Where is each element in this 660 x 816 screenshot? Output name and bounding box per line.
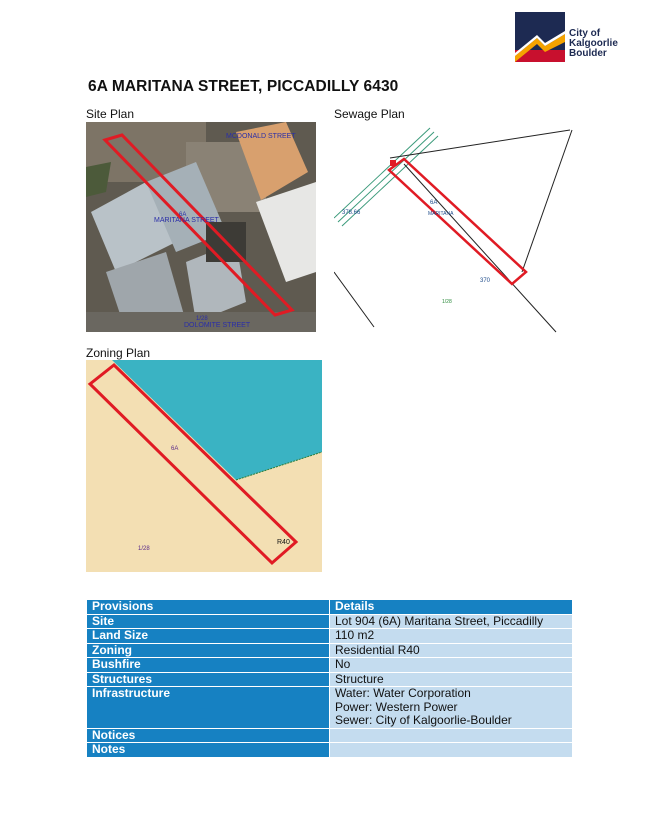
row-value: 110 m2 (330, 629, 573, 644)
zoning-lot-ref-label: 1/28 (138, 546, 150, 552)
zoning-lot-label: 6A (171, 446, 179, 452)
table-row (87, 643, 573, 658)
logo-text (569, 29, 618, 59)
table-row (87, 672, 573, 687)
logo-line-1: City of (569, 28, 601, 39)
row-value (330, 728, 573, 743)
table-row (87, 614, 573, 629)
zoning-code-label: R40 (277, 539, 290, 546)
row-key: Zoning (87, 643, 330, 658)
row-value: No (330, 658, 573, 673)
city-logo (515, 12, 625, 64)
infra-water: Water: Water Corporation (335, 686, 471, 700)
table-row (87, 629, 573, 644)
zoning-plan-image (86, 360, 322, 572)
row-key: Infrastructure (87, 687, 330, 729)
site-plan-caption: Site Plan (86, 107, 135, 121)
sewage-lot-ref-label: 1/28 (442, 299, 452, 305)
table-row (87, 728, 573, 743)
header-provisions: Provisions (87, 600, 330, 615)
row-value: Lot 904 (6A) Maritana Street, Piccadilly (330, 614, 573, 629)
table-header-row (87, 600, 573, 615)
infra-sewer: Sewer: City of Kalgoorlie-Boulder (335, 713, 512, 727)
site-lot-label: 6A (179, 212, 187, 218)
site-lot-bottom-label: 1/28 (196, 316, 208, 322)
row-value: Residential R40 (330, 643, 573, 658)
site-plan-image (86, 122, 316, 332)
row-key: Notes (87, 743, 330, 758)
logo-line-3: Boulder (569, 48, 607, 59)
row-key: Site (87, 614, 330, 629)
logo-emblem (515, 12, 565, 62)
zoning-plan-caption: Zoning Plan (86, 346, 151, 360)
row-key: Bushfire (87, 658, 330, 673)
row-value-multiline (330, 687, 573, 729)
row-key: Structures (87, 672, 330, 687)
header-details: Details (330, 600, 573, 615)
provisions-table (86, 599, 573, 758)
sewage-street-label: MARITANA (428, 211, 454, 217)
logo-line-2: Kalgoorlie (569, 38, 618, 49)
page-title: 6A MARITANA STREET, PICCADILLY 6430 (88, 78, 399, 95)
table-row (87, 658, 573, 673)
table-row (87, 743, 573, 758)
row-key: Notices (87, 728, 330, 743)
row-value (330, 743, 573, 758)
sewage-lot-label: 6A (430, 200, 438, 206)
table-row (87, 687, 573, 729)
site-street-mid-label: MARITANA STREET (154, 217, 219, 224)
site-street-top-label: MCDONALD STREET (226, 133, 296, 140)
sewage-plan-image (334, 122, 574, 334)
row-key: Land Size (87, 629, 330, 644)
sewage-dim-left-label: 378.66 (342, 210, 361, 216)
sewage-dim-bottom-label: 370 (480, 278, 491, 284)
site-street-bottom-label: DOLOMITE STREET (184, 322, 251, 329)
infra-power: Power: Western Power (335, 699, 458, 714)
sewage-plan-caption: Sewage Plan (334, 107, 405, 121)
row-value: Structure (330, 672, 573, 687)
